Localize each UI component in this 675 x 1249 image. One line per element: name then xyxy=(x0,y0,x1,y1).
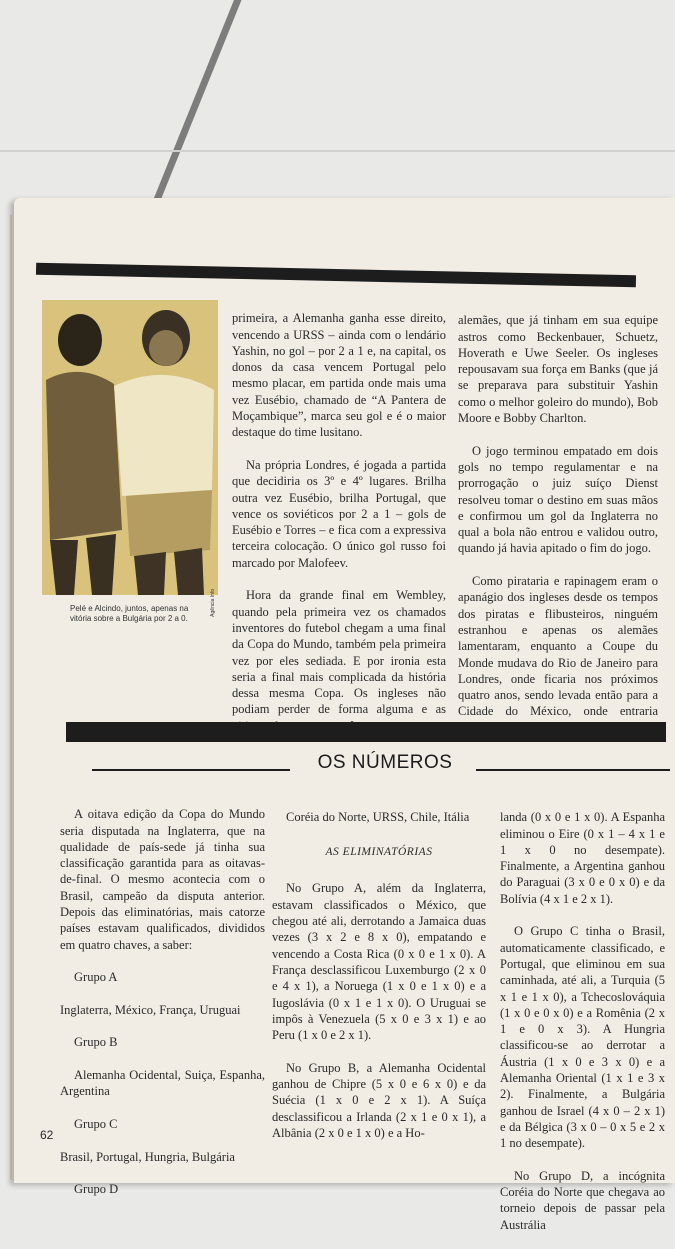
numbers-paragraph: No Grupo B, a Alemanha Ocidental ganhou de Chipre (5 x 0 e 6 x 0) e da Suécia (1 x 0 e 2 x 1). A Suíça desclassificou a Irlanda (2 x 1 e 0 x 1), a Albânia (2 x 0 e 1 x 0) e a Ho- xyxy=(272,1060,486,1140)
numbers-paragraph: No Grupo D, a incógnita Coréia do Norte que chegava ao torneio depois de passar pela Austrália xyxy=(500,1168,665,1232)
numbers-column-3 xyxy=(500,793,665,1249)
group-label: Grupo A xyxy=(74,970,118,985)
group-teams: Brasil, Portugal, Hungria, Bulgária xyxy=(60,1149,235,1164)
article-column-2 xyxy=(232,294,446,750)
players-illustration xyxy=(42,300,218,595)
article-paragraph: primeira, a Alemanha ganha esse direito, vencendo a URSS – ainda com o lendário Yashin, no gol – por 2 a 1 e, na capital, os donos da casa vencem Portugal pelo mesmo placar, em partida onde mais uma vez Eusébio, chamado de “A Pantera de Moçambique”, marca seu gol e é o maior destaque do time lusitano. xyxy=(232,311,446,440)
article-paragraph: Como pirataria e rapinagem eram o apanágio dos ingleses desde os tempos dos piratas e flibusteiros, ninguém estranhou e apenas os alemães lamentaram, enquanto a Coupe du Monde mudava do Rio de Janeiro para Londres, onde ficaria nos próximos quatro anos, sendo levada então para a Cidade do México, onde entraria xyxy=(458,574,658,719)
section-title: OS NÚMEROS xyxy=(317,752,453,773)
numbers-paragraph: landa (0 x 0 e 1 x 0). A Espanha eliminou o Eire (0 x 1 – 4 x 1 e 1 x 0 no desempate). Finalmente, a Argentina ganhou do Paraguai (3 x 0 e 0 x 0) e da Bolívia (4 x 1 e 2 x 1). xyxy=(500,810,665,906)
photo-caption: Pelé e Alcindo, juntos, apenas na vitória sobre a Bulgária por 2 a 0. xyxy=(70,604,189,623)
heading-line-right xyxy=(476,769,670,771)
numbers-paragraph: A oitava edição da Copa do Mundo seria disputada na Inglaterra, que na qualidade de país-sede já tinha sua classificação garantida para as oitavas-de-final. O mesmo acontecia com o Brasil, campeão da disputa anterior. Depois das eliminatórias, mais catorze países estavam qualificados, divididos em quatro chaves, a saber: xyxy=(60,807,265,952)
group-teams: Inglaterra, México, França, Uruguai xyxy=(60,1002,241,1017)
article-paragraph: Na própria Londres, é jogada a partida que decidiria os 3º e 4º lugares. Brilha outra vez Eusébio, brilha Portugal, que vence os soviéticos por 2 a 1 – gols de Eusébio e Torres – e fica com a expressiva terceira colocação. O único gol russo foi marcado por Malofeev. xyxy=(232,457,446,570)
article-paragraph: O jogo terminou empatado em dois gols no tempo regulamentar e na prorrogação o juiz suíço Dienst resolveu tomar o destino em suas mãos e confirmou um gol da Inglaterra no qual a bola não entrou e validou outro, quando já havia apitado o fim do jogo. xyxy=(458,443,658,556)
numbers-paragraph: O Grupo C tinha o Brasil, automaticamente classificado, e Portugal, que eliminou em sua caminhada, até ali, a Turquia (5 x 1 e 1 x 0), a Tchecoslováquia (1 x 0 e 0 x 0) e a Romênia (2 x 1 e 0 x 3). A Hungria classificou-se ao derrotar a Áustria (1 x 0 e 3 x 0) e a Alemanha Oriental (1 x 1 e 3 x 2). Finalmente, a Bulgária ganhou de Israel (4 x 0 – 2 x 1) e da Bélgica (3 x 0 – 0 x 5 e 2 x 1 no desempate). xyxy=(500,924,665,1151)
page-number: 62 xyxy=(40,1128,54,1142)
floor-tile-line xyxy=(152,0,245,206)
heading-line-left xyxy=(92,769,290,771)
floor-tile-line xyxy=(0,150,675,152)
numbers-column-1 xyxy=(60,790,265,1214)
numbers-paragraph: No Grupo A, além da Inglaterra, estavam classificados o México, que chegou até ali, derrotando a Jamaica duas vezes (3 x 2 e 8 x 0), empatando e vencendo a Costa Rica (0 x 0 e 1 x 0). A França desclassificou Luxemburgo (2 x 0 e 4 x 1), a Noruega (1 x 0 e 1 x 0) e a Iugoslávia (0 x 1 e 1 x 0). O Uruguai se impôs à Venezuela (5 x 0 e 3 x 1) e ao Peru (1 x 0 e 2 x 1). xyxy=(272,881,486,1043)
numbers-column-2 xyxy=(272,793,486,1158)
group-label: Grupo B xyxy=(74,1035,118,1050)
photo-credit: Agência Info xyxy=(210,589,216,617)
eliminatorias-subtitle: AS ELIMINATÓRIAS xyxy=(325,845,433,858)
article-paragraph: alemães, que já tinham em sua equipe astros como Beckenbauer, Schuetz, Hoverath e Uwe Seeler. Os ingleses repousavam sua força em Banks (que já se preparava para substituir Yashin como o melhor goleiro do mundo), Bob Moore e Bobby Charlton. xyxy=(458,313,658,426)
group-d-teams: Coréia do Norte, URSS, Chile, Itália xyxy=(286,810,470,825)
group-teams: Alemanha Ocidental, Suiça, Espanha, Argentina xyxy=(60,1068,265,1099)
article-column-3 xyxy=(458,296,658,752)
group-label: Grupo C xyxy=(74,1116,118,1131)
group-label: Grupo D xyxy=(74,1182,119,1197)
article-paragraph: Hora da grande final em Wembley, quando pela primeira vez os chamados inventores do futebol chegam a uma final da Copa do Mundo, também pela primeira vez por eles sediada. E por ironia esta seria a final mais complicada da história dessa mesma Copa. Os ingleses não podiam perder de forma alguma e as xyxy=(232,588,446,717)
section-rule xyxy=(66,722,666,742)
